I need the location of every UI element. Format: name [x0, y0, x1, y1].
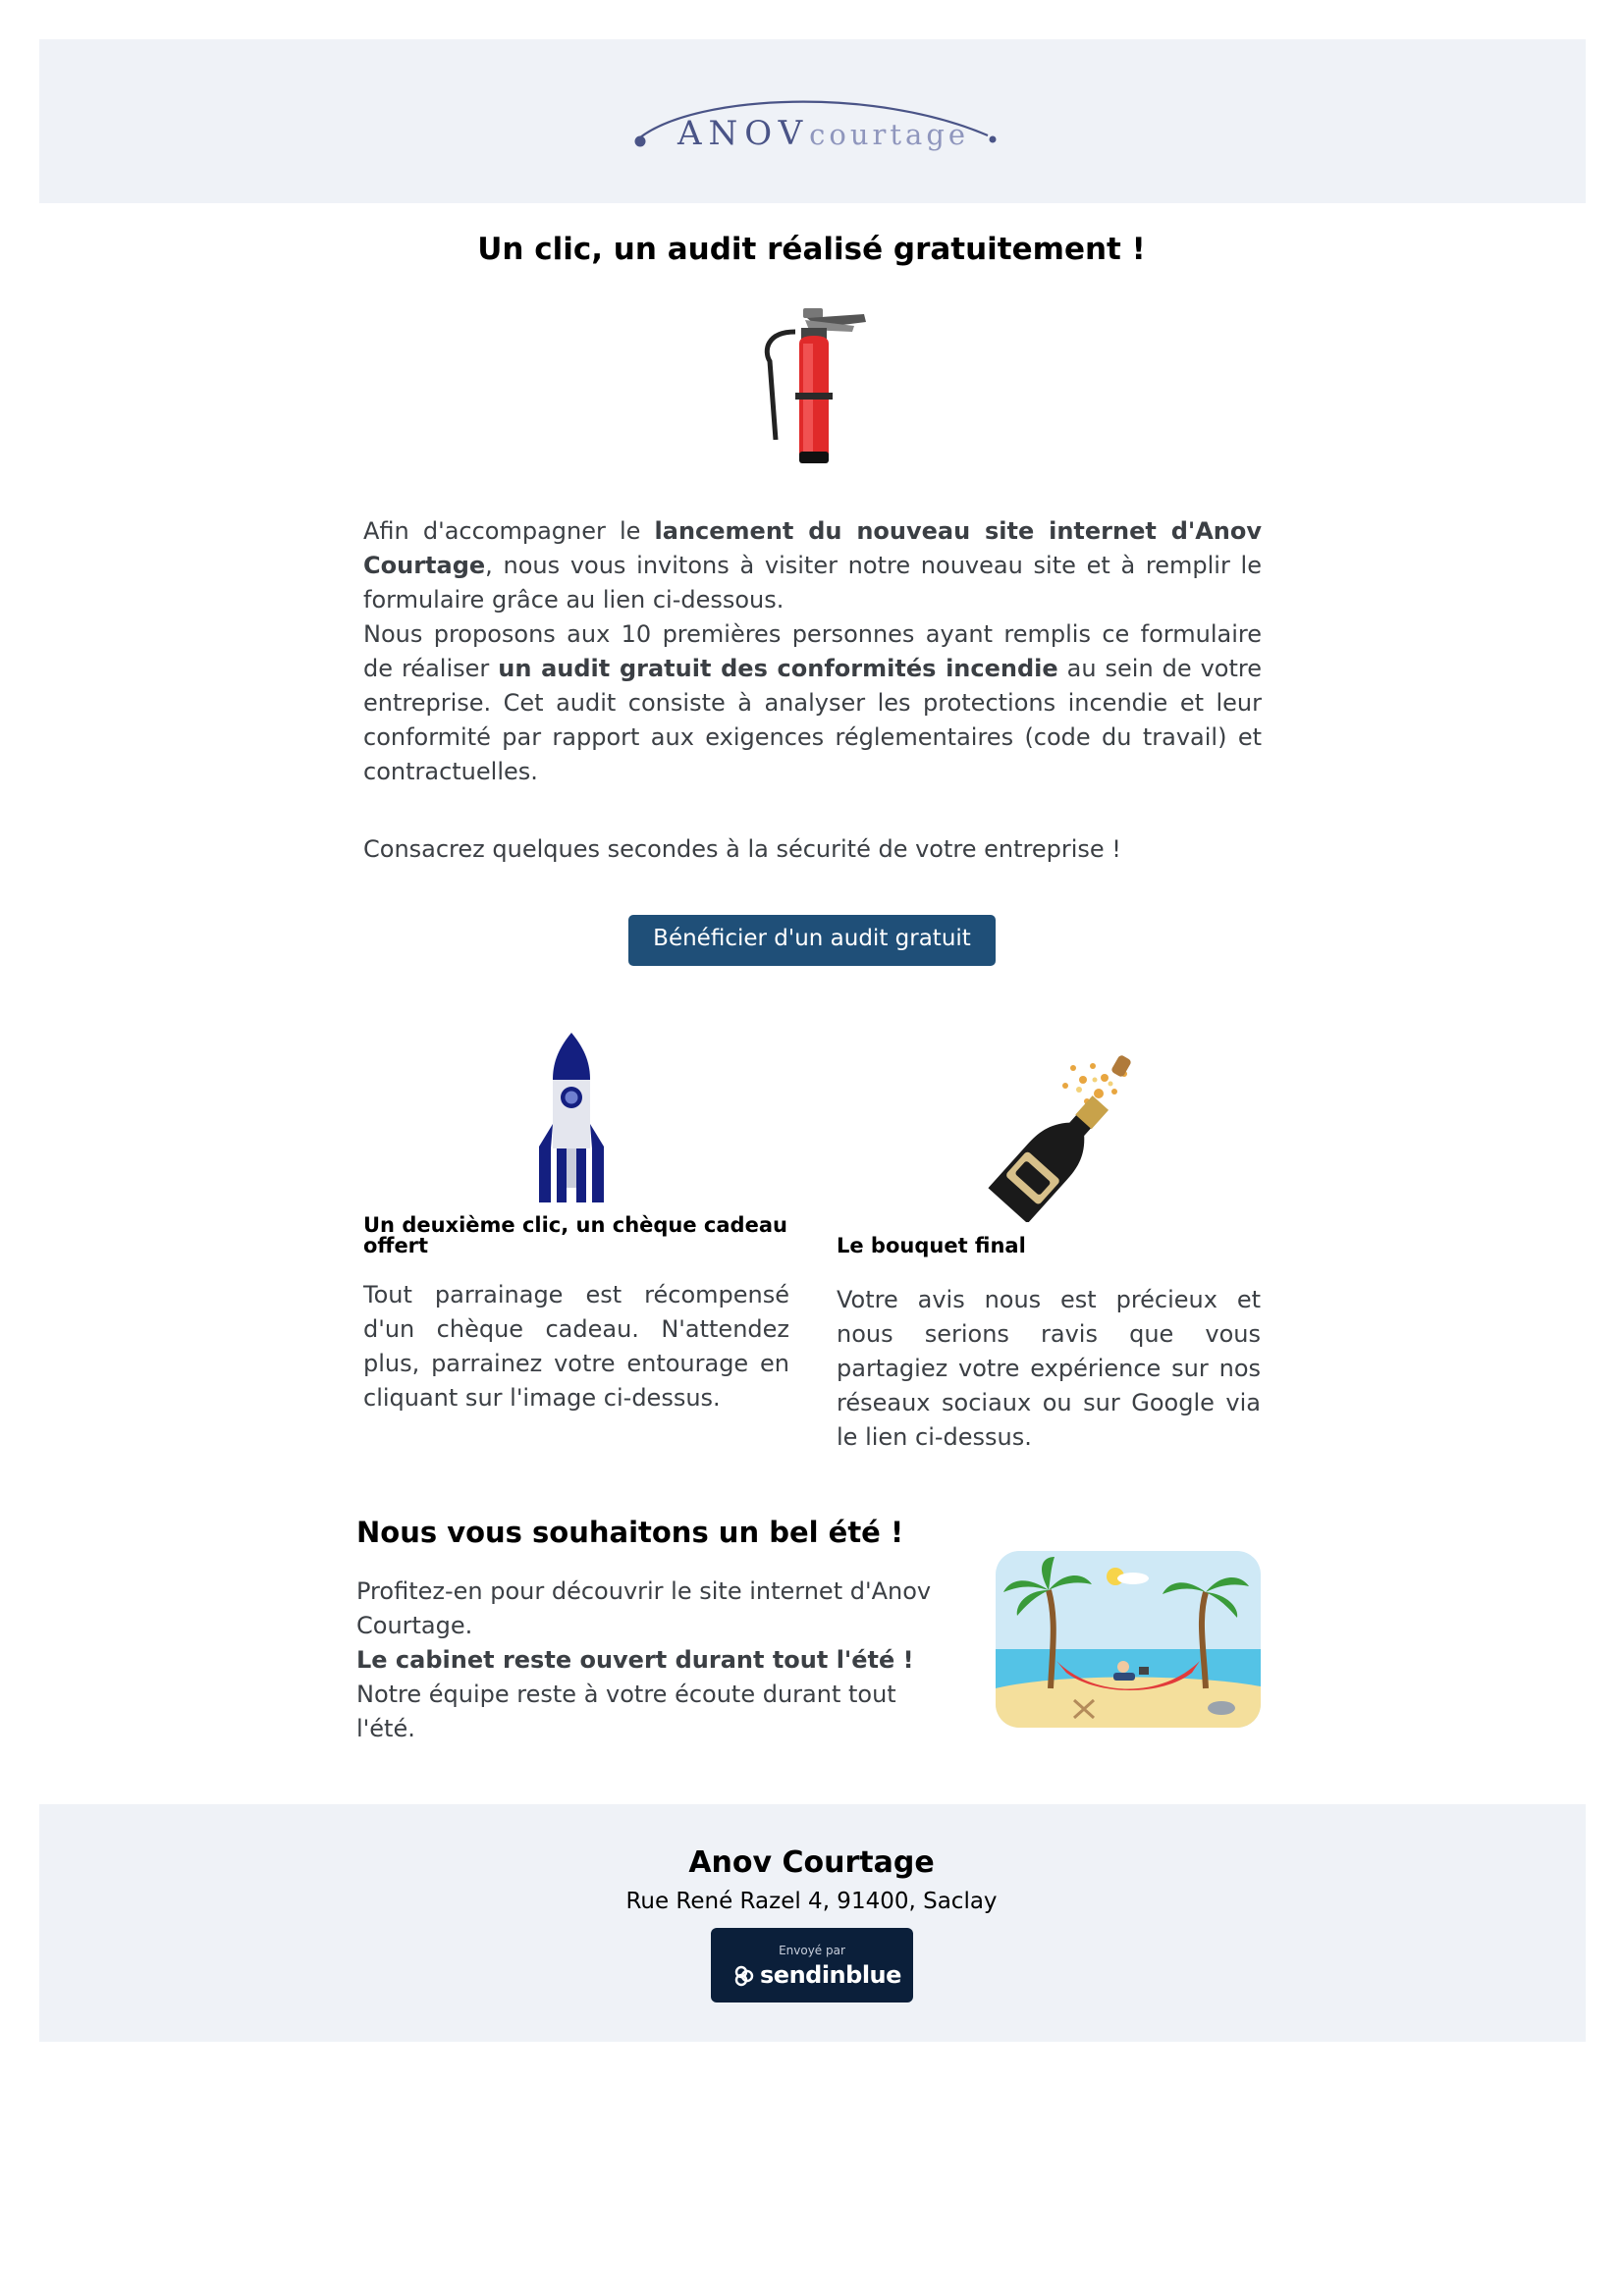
rocket-icon[interactable] [535, 1031, 609, 1207]
badge-brand-text: sendinblue [760, 1961, 901, 1989]
column-2-text: Votre avis nous est précieux et nous serions ravis que vous partagiez votre expérience sur nos réseaux sociaux ou sur Google via le lien ci-dessus. [837, 1286, 1261, 1451]
logo-main-text: ANOV [677, 114, 810, 153]
summer-text [356, 1575, 955, 1746]
intro-p1-text-end: , nous vous invitons à visiter notre nouveau site et à remplir le formulaire grâce au lien ci-dessous. [363, 552, 1262, 614]
champagne-bottle-icon[interactable] [957, 1050, 1144, 1222]
intro-p2-text-end: au sein de votre entreprise. Cet audit consiste à analyser les protections incendie et leur conformité par rapport aux exigences réglementaires (code du travail) et contractuelles. [363, 655, 1263, 785]
intro-paragraph-1 [363, 514, 1262, 617]
column-2-title: Le bouquet final [837, 1234, 1026, 1257]
anov-courtage-logo[interactable] [628, 86, 1001, 165]
sendinblue-logo-icon [732, 1964, 756, 1988]
summer-line-1: Profitez-en pour découvrir le site internet d'Anov Courtage. [356, 1577, 932, 1639]
page-title: Un clic, un audit réalisé gratuitement ! [477, 232, 1146, 267]
badge-sent-by-text: Envoyé par [779, 1944, 845, 1957]
intro-p2-bold: un audit gratuit des conformités incendie [498, 655, 1058, 682]
sendinblue-badge[interactable] [711, 1928, 913, 2002]
logo-secondary-text: courtage [809, 118, 970, 151]
intro-paragraph-2 [363, 617, 1262, 789]
footer-company-name: Anov Courtage [688, 1845, 935, 1880]
intro-p1-text: Afin d'accompagner le [363, 517, 655, 545]
free-audit-button[interactable]: Bénéficier d'un audit gratuit [628, 915, 996, 966]
column-1-title: Un deuxième clic, un chèque cadeau offert [363, 1213, 787, 1257]
summer-title: Nous vous souhaitons un bel été ! [356, 1516, 904, 1549]
intro-text [363, 514, 1262, 789]
intro-p2-text: Nous proposons aux 10 premières personnes ayant remplis ce formulaire de réaliser [363, 620, 1262, 682]
footer-address: Rue René Razel 4, 91400, Saclay [625, 1889, 998, 1914]
beach-hammock-image[interactable] [996, 1551, 1261, 1728]
consacrez-text: Consacrez quelques secondes à la sécurité de votre entreprise ! [363, 835, 1121, 863]
fire-extinguisher-icon [756, 302, 874, 469]
column-1-text: Tout parrainage est récompensé d'un chèque cadeau. N'attendez plus, parrainez votre entourage en cliquant sur l'image ci-dessus. [363, 1281, 789, 1412]
footer-band [39, 1804, 1586, 2042]
summer-line-2-bold: Le cabinet reste ouvert durant tout l'été ! [356, 1646, 914, 1674]
summer-line-3: Notre équipe reste à votre écoute durant tout l'été. [356, 1681, 896, 1742]
intro-p1-bold: lancement du nouveau site internet d'Anov Courtage [363, 517, 1263, 579]
